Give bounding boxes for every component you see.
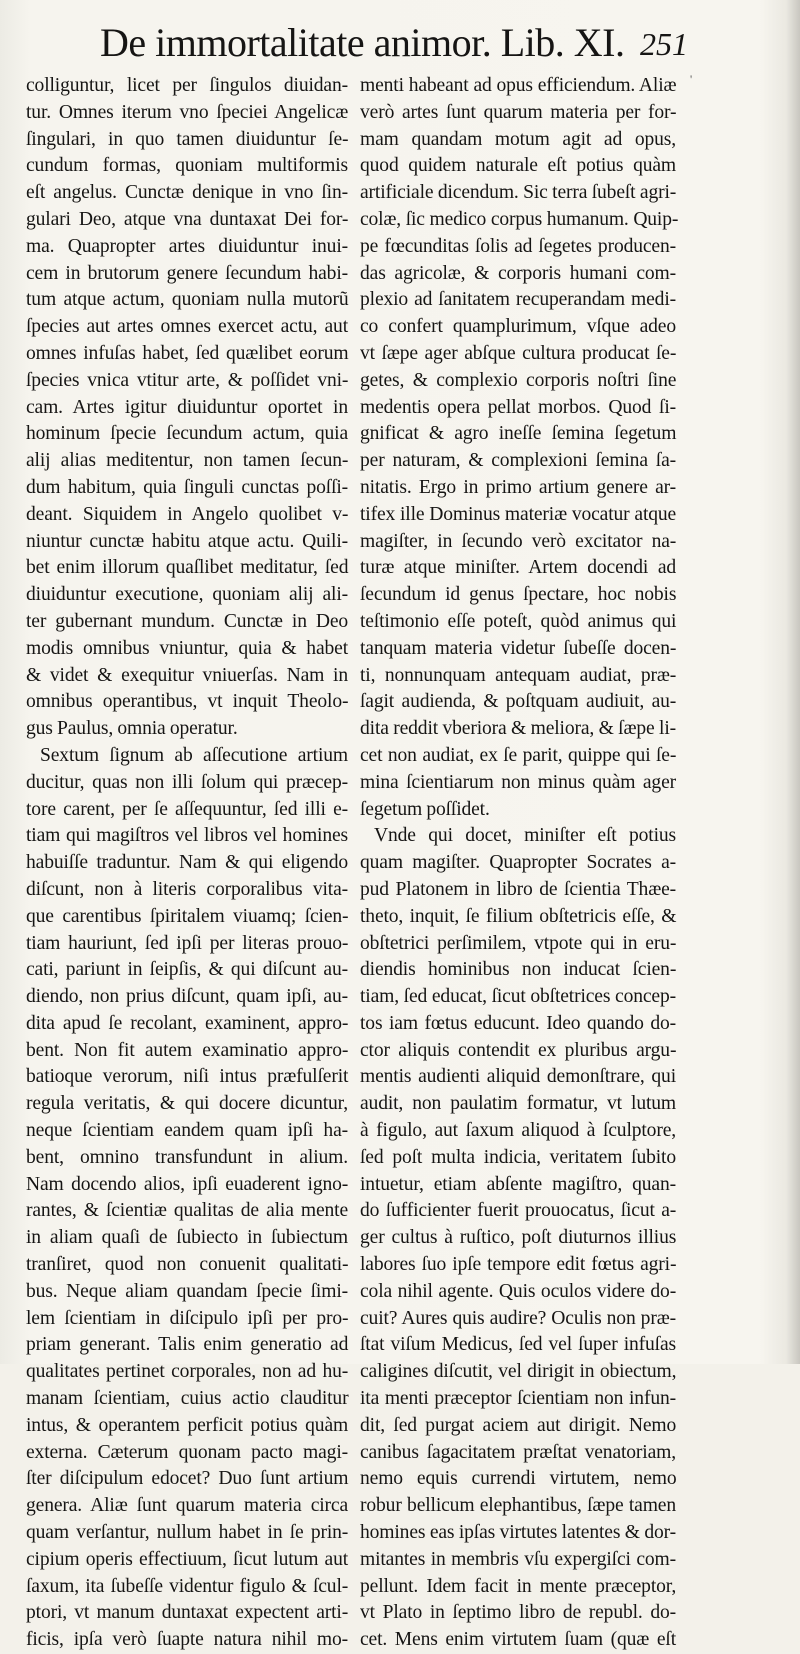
text-line: pellunt. Idem facit in mente præceptor, (360, 1575, 677, 1597)
text-line: tos iam fœtus educunt. Ideo quando do- (360, 1012, 677, 1034)
text-line: habuiſſe traduntur. Nam & qui eligendo (26, 852, 348, 874)
text-line: cundum formas, quoniam multiformis (26, 155, 348, 177)
text-line: diuiduntur executione, quoniam alij ali- (26, 584, 348, 606)
text-line: dit, ſed purgat aciem aut dirigit. Nemo (360, 1414, 677, 1436)
text-line: intus, & operantem perficit potius quàm (26, 1414, 349, 1436)
text-line: diſcunt, non à literis corporalibus vita- (26, 878, 348, 900)
text-line: tum atque actum, quoniam nulla mutorũ (26, 289, 349, 311)
text-line: caligines diſcutit, vel dirigit in obiectum, (360, 1361, 677, 1383)
text-line: ſecundum id genus ſpectare, hoc nobis (360, 584, 677, 606)
text-line: mitantes in membris vſu expergiſci com- (360, 1548, 676, 1570)
text-line: priam generant. Talis enim generatio ad (26, 1334, 349, 1356)
text-line: pe fœcunditas ſolis ad ſegetes producen- (360, 235, 676, 257)
text-line: plexio ad ſanitatem recuperandam medi- (360, 289, 676, 311)
text-line: Vnde qui docet, miniſter eſt potius (374, 825, 676, 847)
text-line: per naturam, & complexioni ſemina ſa- (360, 450, 676, 472)
text-line: quam verſantur, nullum habet in ſe prin- (26, 1522, 349, 1544)
text-line: & videt & exequitur vniuerſas. Nam in (26, 664, 348, 686)
text-line: ducitur, quas non illi ſolum qui præcep- (26, 771, 348, 793)
text-line: ſed poſt multa indicia, veritatem ſubito (360, 1146, 676, 1168)
text-line: ſpecies vnica vtitur arte, & poſſidet vni- (26, 369, 349, 391)
text-line: cem in brutorum genere ſecundum habi- (26, 262, 348, 284)
text-line: gnificat & agro ineſſe ſemina ſegetum (360, 423, 677, 445)
text-line: bent, omnino transfundunt in alium. (26, 1146, 348, 1168)
left-text-column (26, 73, 348, 1654)
text-line: bus. Neque aliam quandam ſpecie ſimi- (26, 1280, 348, 1302)
text-line: quod quidem naturale eſt potius quàm (360, 155, 676, 177)
text-line: medentis opera pellat morbos. Quod ſi- (360, 396, 676, 418)
text-line: co confert quamplurimum, vſque adeo (360, 316, 676, 338)
text-line: Nam docendo alios, ipſi euaderent igno- (26, 1173, 349, 1195)
text-line: ſaxum, ita ſubeſſe videntur figulo & ſcul- (26, 1575, 349, 1597)
text-line: cuit? Aures quis audire? Oculis non præ- (360, 1307, 676, 1329)
text-line: tore carent, per ſe aſſequuntur, ſed illi e- (26, 798, 348, 820)
text-line: robur bellicum elephantibus, ſæpe tamen (360, 1495, 676, 1517)
text-line: ſegetum poſſidet. (360, 798, 490, 820)
text-line: do ſufficienter fuerit prouocatus, ſicut a- (360, 1200, 677, 1222)
text-line: bent. Non fit autem examinatio appro- (26, 1039, 349, 1061)
text-line: intuetur, etiam abſente magiſtro, quan- (360, 1173, 676, 1195)
text-line: cam. Artes igitur diuiduntur oportet in (26, 396, 348, 418)
text-line: tanquam materia videtur ſubeſſe docen- (360, 637, 677, 659)
text-line: ſpecies aut artes omnes exercet actu, aut (26, 316, 348, 338)
text-line: regula veritatis, & qui docere dicuntur, (26, 1093, 348, 1115)
text-line: cola nihil agente. Quis oculos videre do- (360, 1280, 677, 1302)
text-line: mina ſcientiarum non minus quàm ager (360, 771, 676, 793)
text-line: in aliam quaſi de ſubiecto in ſubiectum (26, 1227, 348, 1249)
text-line: Sextum ſignum ab aſſecutione artium (40, 744, 348, 766)
text-line: modis omnibus vniuntur, quia & habet (26, 637, 348, 659)
text-line: genera. Aliæ ſunt quarum materia circa (26, 1495, 348, 1517)
text-line: diendo, non prius diſcunt, quam ipſi, au- (26, 986, 348, 1008)
text-line: cet. Mens enim virtutem ſuam (quæ eſt (360, 1629, 676, 1651)
text-line: obſtetrici perſimilem, vtpote qui in eru- (360, 932, 677, 954)
text-line: vt ſæpe ager abſque cultura producat ſe- (360, 342, 677, 364)
text-line: ficis, ipſa verò ſuapte natura nihil mo- (26, 1629, 348, 1651)
text-line: das agricolæ, & corporis humani com- (360, 262, 676, 284)
text-line: menti habeant ad opus efficiendum. Aliæ (360, 75, 677, 96)
text-line: tranſiret, quod non conuenit qualitati- (26, 1254, 349, 1276)
text-line: ctor aliquis contendit ex pluribus argu- (360, 1039, 677, 1061)
text-line: dita apud ſe recolant, examinent, appro- (26, 1012, 349, 1034)
page-number: 251 (640, 26, 688, 62)
text-line: ſter diſcipulum edocet? Duo ſunt artium (26, 1468, 349, 1490)
text-line: cati, pariunt in ſeipſis, & qui diſcunt au- (26, 959, 348, 981)
text-line: manam ſcientiam, cuius actio clauditur (26, 1388, 349, 1410)
text-line: ſagit audienda, & poſtquam audiuit, au- (360, 691, 677, 713)
right-text-column (360, 73, 679, 1654)
text-line: rantes, & ſcientiæ qualitas de alia mente (26, 1200, 348, 1222)
text-line: externa. Cæterum quonam pacto magi- (26, 1441, 348, 1463)
text-line: tiam, ſed educat, ſicut obſtetrices concep- (360, 986, 676, 1008)
text-line: vt Plato in ſeptimo libro de republ. do- (360, 1602, 676, 1624)
text-line: ſingulari, in quo tamen diuiduntur ſe- (26, 128, 349, 150)
text-line: gus Paulus, omnia operatur. (26, 718, 238, 740)
text-line: colæ, ſic medico corpus humanum. Quip- (360, 208, 679, 230)
text-line: ptori, vt manum duntaxat expectent arti- (26, 1602, 349, 1624)
text-line: dita reddit vberiora & meliora, & ſæpe li- (360, 718, 676, 740)
text-line: tifex ille Dominus materiæ vocatur atque (360, 503, 677, 525)
text-line: theto, inquit, ſe filium obſtetricis eſſe, & (360, 905, 677, 927)
text-line: dum habitum, quia ſinguli cunctas poſſi- (26, 476, 349, 498)
text-line: nitatis. Ergo in primo artium genere ar- (360, 476, 676, 498)
text-line: ger cultus à ruſtico, poſt diuturnos illius (360, 1227, 677, 1249)
text-line: cipium operis effectiuum, ſicut lutum aut (26, 1548, 349, 1570)
text-line: hominum ſpecie ſecundum actum, quia (26, 423, 349, 445)
text-line: qualitates pertinet corporales, non ad hu- (26, 1361, 349, 1383)
text-line: turæ atque miniſter. Artem docendi ad (360, 557, 677, 579)
text-line: ter gubernant mundum. Cunctæ in Deo (26, 610, 349, 632)
text-line: gulari Deo, atque vna duntaxat Dei for- (26, 208, 349, 230)
text-line: tiam hauriunt, ſed ipſi per literas prouo- (26, 932, 349, 954)
text-line: colliguntur, licet per ſingulos diuidan- (26, 75, 348, 96)
text-line: homines eas ipſas virtutes latentes & dor- (360, 1522, 676, 1544)
text-line: magiſter, in ſecundo verò excitator na- (360, 530, 677, 552)
text-line: ita menti præceptor ſcientiam non infun- (360, 1388, 676, 1410)
page-header (0, 16, 800, 72)
text-line: labores ſuo ipſe tempore edit fœtus agri- (360, 1254, 677, 1276)
text-line: verò artes ſunt quarum materia per for- (360, 101, 677, 123)
text-line: mentis audienti aliquid demonſtrare, qui (360, 1066, 676, 1088)
text-line: artificiale dicendum. Sic terra ſubeſt agri- (360, 182, 677, 204)
text-line: tur. Omnes iterum vno ſpeciei Angelicæ (26, 101, 349, 123)
text-line: diendis hominibus non inducat ſcien- (360, 959, 677, 981)
text-line: batioque verorum, niſi intus præfulſerit (26, 1066, 349, 1088)
text-line: tiam qui magiſtros vel libros vel homines (26, 825, 349, 847)
text-line: teſtimonio eſſe poteſt, quòd animus qui (360, 610, 677, 632)
text-line: quam magiſter. Quapropter Socrates a- (360, 852, 676, 874)
running-title: De immortalitate animor. Lib. XI. (100, 20, 625, 65)
text-line: ſtat viſum Medicus, ſed vel ſuper infuſas (360, 1334, 676, 1356)
page-edge-shadow (786, 0, 800, 1364)
text-line: pud Platonem in libro de ſcientia Thæe- (360, 878, 677, 900)
text-line: neque ſcientiam eandem quam ipſi ha- (26, 1120, 348, 1142)
text-line: deant. Siquidem in Angelo quolibet v- (26, 503, 349, 525)
text-line: lem ſcientiam in diſcipulo ipſi per pro- (26, 1307, 349, 1329)
text-line: mam quandam motum agit ad opus, (360, 128, 676, 150)
text-line: que carentibus ſpiritalem viuamq; ſcien- (26, 905, 349, 927)
text-line: ma. Quapropter artes diuiduntur inui- (26, 235, 348, 257)
text-line: ti, nonnunquam antequam audiat, præ- (360, 664, 677, 686)
text-line: canibus ſagacitatem præſtat venatoriam, (360, 1441, 676, 1463)
text-line: niuntur cunctæ habitu atque actu. Quili- (26, 530, 348, 552)
text-line: nemo equis currendi virtutem, nemo (360, 1468, 677, 1490)
text-line: omnes infuſas habet, ſed quælibet eorum (26, 342, 349, 364)
text-line: omnibus operantibus, vt inquit Theolo- (26, 691, 349, 713)
text-line: cet non audiat, ex ſe parit, quippe qui ſe- (360, 744, 677, 766)
text-line: à figulo, aut ſaxum aliquod à ſculptore, (360, 1120, 676, 1142)
margin-mark: ' (690, 72, 693, 86)
text-line: audit, non paulatim formatur, vt lutum (360, 1093, 676, 1115)
text-line: bet enim illorum quaſlibet meditatur, ſed (26, 557, 349, 579)
text-line: getes, & complexio corporis noſtri ſine (360, 369, 677, 391)
text-line: eſt angelus. Cunctæ denique in vno ſin- (26, 182, 348, 204)
text-line: alij alias meditentur, non tamen ſecun- (26, 450, 349, 472)
